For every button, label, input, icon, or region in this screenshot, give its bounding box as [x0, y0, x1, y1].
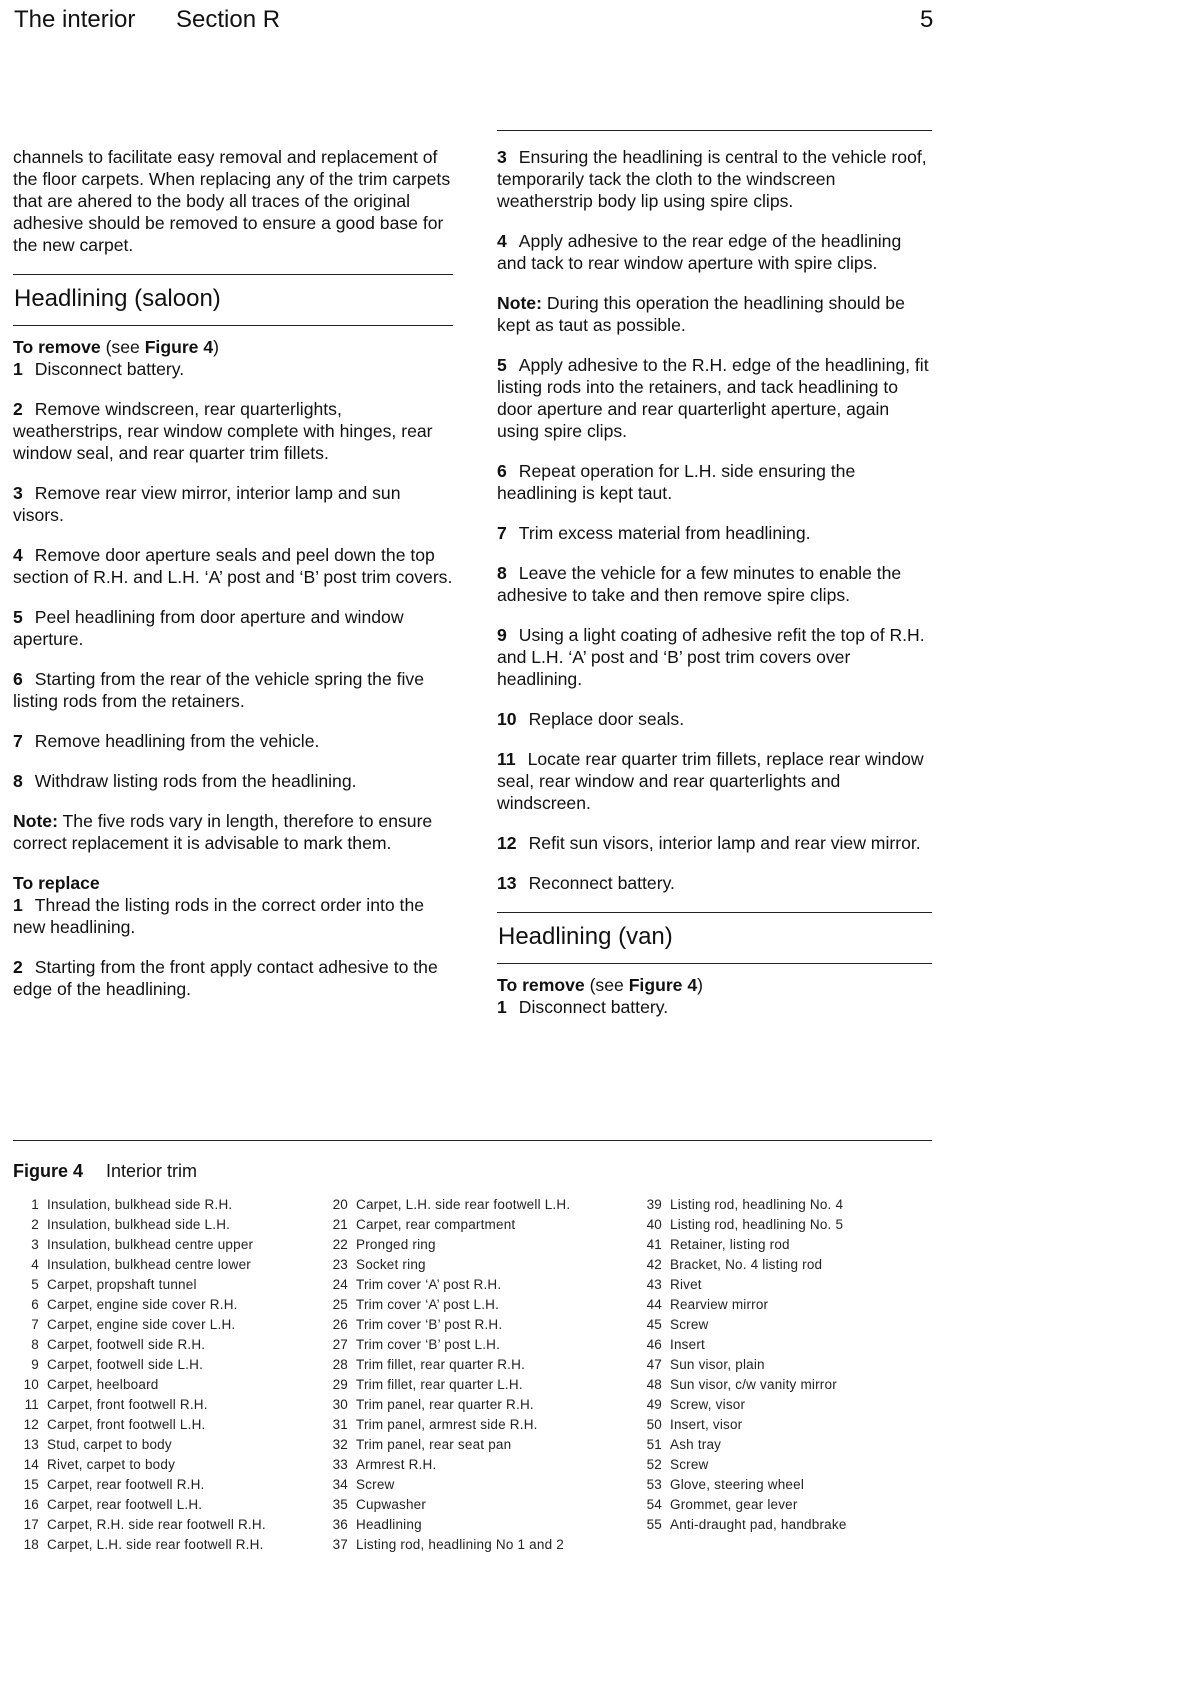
legend-item — [13, 1355, 313, 1375]
legend-item — [636, 1315, 936, 1335]
legend-item — [13, 1535, 313, 1555]
legend-item — [13, 1295, 313, 1315]
step-item — [13, 482, 453, 526]
legend-number: 24 — [332, 1277, 348, 1292]
step-text: Remove door aperture seals and peel down the top section of R.H. and L.H. ‘A’ post and ‘B’ post trim covers. — [13, 545, 453, 587]
legend-text: Rivet, carpet to body — [47, 1457, 176, 1472]
legend-item — [322, 1535, 632, 1555]
legend-number: 48 — [646, 1377, 662, 1392]
step-number: 4 — [497, 231, 507, 251]
saloon-note — [13, 810, 453, 854]
legend-text: Carpet, footwell side R.H. — [47, 1337, 206, 1352]
legend-number: 28 — [332, 1357, 348, 1372]
legend-text: Carpet, footwell side L.H. — [47, 1357, 204, 1372]
legend-text: Insulation, bulkhead side R.H. — [47, 1197, 233, 1212]
left-column — [13, 146, 453, 1018]
legend-item — [322, 1215, 632, 1235]
legend-text: Carpet, heelboard — [47, 1377, 159, 1392]
legend-text: Insulation, bulkhead side L.H. — [47, 1217, 231, 1232]
figure-ref: Figure 4 — [628, 975, 698, 995]
legend-text: Carpet, engine side cover R.H. — [47, 1297, 238, 1312]
legend-number: 14 — [23, 1457, 39, 1472]
legend-number: 22 — [332, 1237, 348, 1252]
legend-text: Rivet — [670, 1277, 702, 1292]
step-number: 5 — [13, 607, 23, 627]
legend-number: 18 — [23, 1537, 39, 1552]
step-text: Reconnect battery. — [528, 873, 675, 893]
legend-text: Carpet, R.H. side rear footwell R.H. — [47, 1517, 266, 1532]
legend-item — [13, 1215, 313, 1235]
legend-item — [636, 1355, 936, 1375]
page-header-title: The interior — [14, 6, 136, 33]
legend-text: Listing rod, headlining No. 5 — [670, 1217, 844, 1232]
step-text: Remove rear view mirror, interior lamp and sun visors. — [13, 483, 401, 525]
figure-rule — [13, 1140, 932, 1141]
legend-number: 44 — [646, 1297, 662, 1312]
legend-item — [636, 1235, 936, 1255]
legend-number: 50 — [646, 1417, 662, 1432]
legend-item — [322, 1415, 632, 1435]
legend-text: Trim fillet, rear quarter R.H. — [356, 1357, 526, 1372]
step-text: Withdraw listing rods from the headlining. — [34, 771, 357, 791]
legend-text: Anti-draught pad, handbrake — [670, 1517, 847, 1532]
legend-item — [636, 1475, 936, 1495]
step-number: 5 — [497, 355, 507, 375]
legend-number: 31 — [332, 1417, 348, 1432]
legend-number: 13 — [23, 1437, 39, 1452]
step-item — [13, 358, 453, 380]
legend-number: 41 — [646, 1237, 662, 1252]
step-text: Apply adhesive to the R.H. edge of the headlining, fit listing rods into the retainers, and tack headlining to door aperture and rear quarterlight aperture, again using spire clips. — [497, 355, 929, 441]
remove-ref-open: (see — [105, 337, 140, 357]
legend-number: 49 — [646, 1397, 662, 1412]
legend-item — [636, 1515, 936, 1535]
step-item — [13, 668, 453, 712]
legend-item — [13, 1435, 313, 1455]
legend-text: Insert — [670, 1337, 705, 1352]
legend-item — [322, 1275, 632, 1295]
step-item — [497, 354, 932, 442]
figure-title: Interior trim — [106, 1161, 198, 1181]
legend-number: 45 — [646, 1317, 662, 1332]
legend-text: Rearview mirror — [670, 1297, 769, 1312]
legend-text: Insulation, bulkhead centre upper — [47, 1237, 254, 1252]
legend-number: 27 — [332, 1337, 348, 1352]
step-item — [13, 770, 453, 792]
legend-number: 2 — [31, 1217, 39, 1232]
legend-number: 51 — [646, 1437, 662, 1452]
step-number: 8 — [13, 771, 23, 791]
legend-item — [322, 1395, 632, 1415]
legend-number: 7 — [31, 1317, 39, 1332]
step-text: Using a light coating of adhesive refit the top of R.H. and L.H. ‘A’ post and ‘B’ post trim covers over headlining. — [497, 625, 925, 689]
figure-caption — [13, 1161, 197, 1182]
legend-item — [322, 1235, 632, 1255]
step-text: Thread the listing rods in the correct order into the new headlining. — [13, 895, 425, 937]
legend-number: 52 — [646, 1457, 662, 1472]
legend-number: 4 — [31, 1257, 39, 1272]
legend-number: 32 — [332, 1437, 348, 1452]
step-item — [497, 832, 932, 854]
legend-text: Trim cover ‘B’ post L.H. — [356, 1337, 501, 1352]
step-number: 8 — [497, 563, 507, 583]
legend-item — [322, 1315, 632, 1335]
step-number: 11 — [497, 749, 516, 769]
legend-text: Trim cover ‘B’ post R.H. — [356, 1317, 503, 1332]
figure-label: Figure 4 — [13, 1161, 84, 1181]
legend-number: 39 — [646, 1197, 662, 1212]
legend-number: 55 — [646, 1517, 662, 1532]
legend-number: 3 — [31, 1237, 39, 1252]
legend-item — [13, 1255, 313, 1275]
legend-item — [13, 1455, 313, 1475]
legend-item — [636, 1455, 936, 1475]
page-number: 5 — [920, 6, 934, 33]
legend-item — [13, 1195, 313, 1215]
step-number: 9 — [497, 625, 507, 645]
legend-text: Trim cover ‘A’ post L.H. — [356, 1297, 500, 1312]
step-number: 1 — [13, 359, 23, 379]
legend-number: 16 — [23, 1497, 39, 1512]
step-item — [13, 544, 453, 588]
note-label: Note: — [497, 293, 542, 313]
legend-number: 6 — [31, 1297, 39, 1312]
legend-text: Insulation, bulkhead centre lower — [47, 1257, 251, 1272]
column-top-rule — [497, 130, 932, 131]
step-item — [497, 624, 932, 690]
step-number: 10 — [497, 709, 517, 729]
step-item — [13, 606, 453, 650]
legend-text: Carpet, front footwell L.H. — [47, 1417, 206, 1432]
legend-item — [636, 1395, 936, 1415]
legend-item — [636, 1275, 936, 1295]
right-column — [497, 146, 932, 1036]
legend-number: 1 — [31, 1197, 39, 1212]
step-item — [13, 398, 453, 464]
legend-number: 37 — [332, 1537, 348, 1552]
intro-paragraph: channels to facilitate easy removal and replacement of the floor carpets. When replacing any of the trim carpets that are ahered to the body all traces of the original adhesive should be removed to ensure a good base for the new carpet. — [13, 147, 451, 255]
legend-text: Trim panel, armrest side R.H. — [356, 1417, 538, 1432]
legend-text: Screw — [356, 1477, 395, 1492]
saloon-replace-steps-final — [497, 354, 932, 894]
legend-text: Headlining — [356, 1517, 422, 1532]
legend-item — [636, 1495, 936, 1515]
legend-number: 53 — [646, 1477, 662, 1492]
step-item — [497, 146, 932, 212]
step-text: Ensuring the headlining is central to the vehicle roof, temporarily tack the cloth to the windscreen weatherstrip body lip using spire clips. — [497, 147, 927, 211]
legend-number: 30 — [332, 1397, 348, 1412]
legend-item — [13, 1235, 313, 1255]
legend-number: 26 — [332, 1317, 348, 1332]
legend-column-1 — [13, 1195, 313, 1555]
legend-item — [636, 1215, 936, 1235]
remove-ref-close: ) — [213, 337, 219, 357]
legend-text: Retainer, listing rod — [670, 1237, 790, 1252]
step-text: Disconnect battery. — [518, 997, 669, 1017]
figure-ref: Figure 4 — [144, 337, 214, 357]
step-text: Peel headlining from door aperture and window aperture. — [13, 607, 404, 649]
legend-text: Ash tray — [670, 1437, 722, 1452]
legend-text: Screw — [670, 1317, 709, 1332]
legend-number: 5 — [31, 1277, 39, 1292]
legend-text: Carpet, rear footwell R.H. — [47, 1477, 205, 1492]
legend-item — [13, 1515, 313, 1535]
step-item — [497, 872, 932, 894]
legend-text: Carpet, L.H. side rear footwell L.H. — [356, 1197, 571, 1212]
legend-item — [13, 1375, 313, 1395]
legend-text: Sun visor, c/w vanity mirror — [670, 1377, 837, 1392]
step-item — [497, 748, 932, 814]
step-text: Refit sun visors, interior lamp and rear view mirror. — [528, 833, 921, 853]
legend-text: Insert, visor — [670, 1417, 743, 1432]
legend-number: 17 — [23, 1517, 39, 1532]
remove-heading-label: To remove — [13, 337, 101, 357]
remove-ref-close: ) — [697, 975, 703, 995]
step-number: 7 — [497, 523, 507, 543]
legend-number: 29 — [332, 1377, 348, 1392]
note-text: During this operation the headlining should be kept as taut as possible. — [497, 293, 905, 335]
legend-item — [322, 1195, 632, 1215]
step-item — [13, 894, 453, 938]
legend-item — [322, 1495, 632, 1515]
legend-text: Armrest R.H. — [356, 1457, 437, 1472]
remove-ref-open: (see — [589, 975, 624, 995]
step-text: Starting from the rear of the vehicle spring the five listing rods from the retainers. — [13, 669, 425, 711]
step-number: 3 — [497, 147, 507, 167]
legend-number: 54 — [646, 1497, 662, 1512]
legend-number: 40 — [646, 1217, 662, 1232]
remove-heading-label: To remove — [497, 975, 585, 995]
legend-item — [13, 1275, 313, 1295]
legend-item — [636, 1375, 936, 1395]
step-number: 6 — [13, 669, 23, 689]
legend-text: Stud, carpet to body — [47, 1437, 172, 1452]
legend-item — [322, 1475, 632, 1495]
legend-item — [322, 1515, 632, 1535]
legend-item — [636, 1195, 936, 1215]
legend-text: Bracket, No. 4 listing rod — [670, 1257, 823, 1272]
step-number: 3 — [13, 483, 23, 503]
legend-number: 9 — [31, 1357, 39, 1372]
legend-column-3 — [636, 1195, 936, 1535]
step-text: Disconnect battery. — [34, 359, 185, 379]
note-text: The five rods vary in length, therefore to ensure correct replacement it is advisable to mark them. — [13, 811, 433, 853]
legend-text: Screw — [670, 1457, 709, 1472]
legend-number: 36 — [332, 1517, 348, 1532]
step-number: 12 — [497, 833, 517, 853]
step-number: 13 — [497, 873, 517, 893]
legend-item — [322, 1435, 632, 1455]
legend-item — [13, 1495, 313, 1515]
step-number: 2 — [13, 399, 23, 419]
step-number: 4 — [13, 545, 23, 565]
legend-number: 25 — [332, 1297, 348, 1312]
legend-text: Carpet, engine side cover L.H. — [47, 1317, 236, 1332]
step-text: Remove headlining from the vehicle. — [34, 731, 320, 751]
section-title-saloon: Headlining (saloon) — [13, 274, 453, 326]
step-item — [497, 522, 932, 544]
step-item — [497, 230, 932, 274]
replace-heading-saloon: To replace — [13, 873, 100, 893]
legend-item — [322, 1455, 632, 1475]
legend-number: 8 — [31, 1337, 39, 1352]
legend-text: Carpet, L.H. side rear footwell R.H. — [47, 1537, 264, 1552]
legend-text: Listing rod, headlining No 1 and 2 — [356, 1537, 564, 1552]
step-item — [497, 996, 932, 1018]
legend-item — [322, 1295, 632, 1315]
legend-number: 20 — [332, 1197, 348, 1212]
step-item — [13, 730, 453, 752]
legend-number: 35 — [332, 1497, 348, 1512]
legend-text: Trim fillet, rear quarter L.H. — [356, 1377, 523, 1392]
step-item — [497, 460, 932, 504]
step-text: Trim excess material from headlining. — [518, 523, 811, 543]
legend-item — [13, 1315, 313, 1335]
legend-text: Carpet, rear footwell L.H. — [47, 1497, 203, 1512]
legend-item — [636, 1335, 936, 1355]
legend-column-2 — [322, 1195, 632, 1555]
legend-item — [322, 1255, 632, 1275]
saloon-remove-steps — [13, 358, 453, 792]
step-number: 7 — [13, 731, 23, 751]
legend-number: 23 — [332, 1257, 348, 1272]
legend-item — [636, 1295, 936, 1315]
legend-number: 15 — [23, 1477, 39, 1492]
step-number: 1 — [497, 997, 507, 1017]
legend-item — [13, 1415, 313, 1435]
note-label: Note: — [13, 811, 58, 831]
step-text: Starting from the front apply contact adhesive to the edge of the headlining. — [13, 957, 438, 999]
step-text: Repeat operation for L.H. side ensuring the headlining is kept taut. — [497, 461, 856, 503]
step-text: Remove windscreen, rear quarterlights, weatherstrips, rear window complete with hinges, rear window seal, and rear quarter trim fillets. — [13, 399, 433, 463]
legend-number: 21 — [332, 1217, 348, 1232]
legend-number: 11 — [24, 1397, 39, 1412]
replace-note — [497, 292, 932, 336]
legend-text: Trim panel, rear seat pan — [356, 1437, 512, 1452]
legend-text: Grommet, gear lever — [670, 1497, 798, 1512]
legend-number: 10 — [23, 1377, 39, 1392]
legend-item — [13, 1335, 313, 1355]
legend-text: Cupwasher — [356, 1497, 427, 1512]
step-text: Apply adhesive to the rear edge of the headlining and tack to rear window aperture with spire clips. — [497, 231, 902, 273]
step-number: 2 — [13, 957, 23, 977]
legend-text: Carpet, propshaft tunnel — [47, 1277, 197, 1292]
saloon-replace-steps-continued — [497, 146, 932, 274]
legend-text: Socket ring — [356, 1257, 426, 1272]
legend-text: Pronged ring — [356, 1237, 436, 1252]
legend-number: 33 — [332, 1457, 348, 1472]
saloon-replace-steps — [13, 894, 453, 1000]
legend-item — [13, 1475, 313, 1495]
legend-item — [13, 1395, 313, 1415]
legend-text: Listing rod, headlining No. 4 — [670, 1197, 844, 1212]
remove-heading-van — [497, 974, 932, 996]
legend-number: 47 — [646, 1357, 662, 1372]
legend-text: Carpet, front footwell R.H. — [47, 1397, 208, 1412]
step-item — [497, 708, 932, 730]
legend-item — [636, 1435, 936, 1455]
legend-item — [322, 1335, 632, 1355]
step-text: Locate rear quarter trim fillets, replace rear window seal, rear window and rear quarterlights and windscreen. — [497, 749, 924, 813]
step-number: 1 — [13, 895, 23, 915]
legend-number: 43 — [646, 1277, 662, 1292]
legend-text: Trim panel, rear quarter R.H. — [356, 1397, 534, 1412]
legend-item — [322, 1375, 632, 1395]
section-title-van: Headlining (van) — [497, 912, 932, 964]
legend-item — [636, 1255, 936, 1275]
step-text: Replace door seals. — [528, 709, 685, 729]
remove-heading-saloon — [13, 336, 453, 358]
van-remove-steps — [497, 996, 932, 1018]
legend-number: 12 — [23, 1417, 39, 1432]
page-header-section: Section R — [176, 6, 281, 33]
step-item — [497, 562, 932, 606]
legend-number: 34 — [332, 1477, 348, 1492]
legend-text: Sun visor, plain — [670, 1357, 765, 1372]
legend-text: Trim cover ‘A’ post R.H. — [356, 1277, 502, 1292]
step-text: Leave the vehicle for a few minutes to enable the adhesive to take and then remove spire clips. — [497, 563, 902, 605]
legend-number: 42 — [646, 1257, 662, 1272]
legend-text: Carpet, rear compartment — [356, 1217, 516, 1232]
legend-text: Screw, visor — [670, 1397, 746, 1412]
legend-text: Glove, steering wheel — [670, 1477, 805, 1492]
legend-item — [322, 1355, 632, 1375]
legend-item — [636, 1415, 936, 1435]
step-item — [13, 956, 453, 1000]
step-number: 6 — [497, 461, 507, 481]
legend-number: 46 — [646, 1337, 662, 1352]
